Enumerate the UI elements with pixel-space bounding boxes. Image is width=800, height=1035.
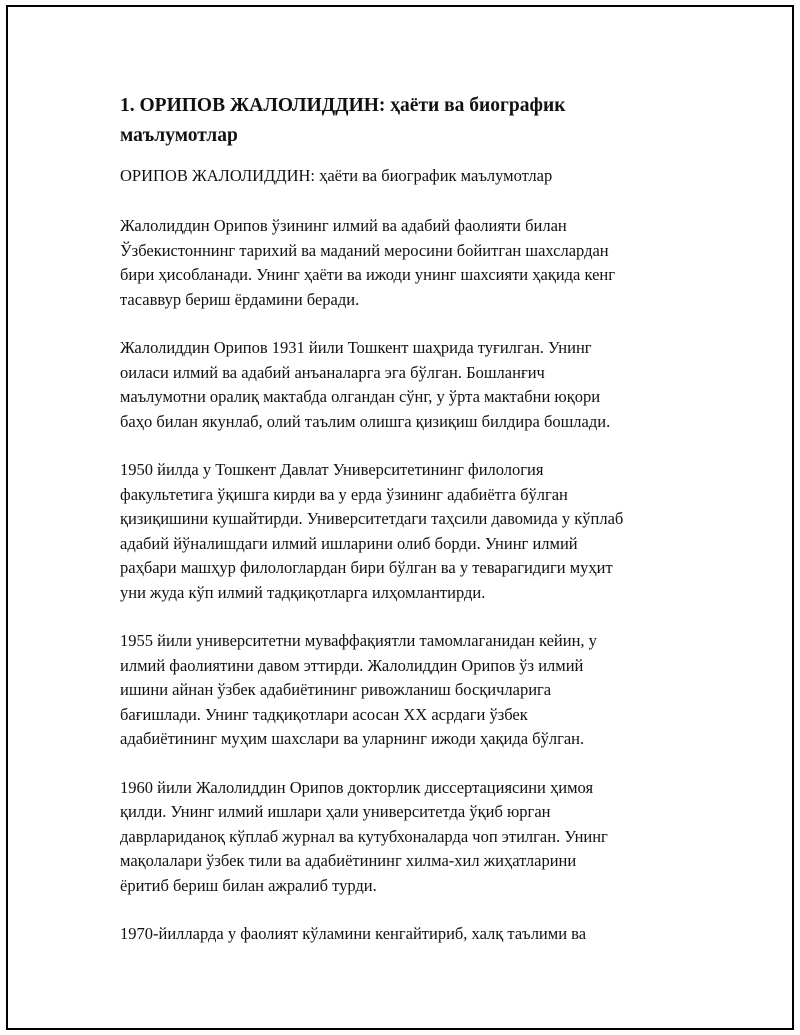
paragraph-line: уни жуда кўп илмий тадқиқотларга илҳомлантирди. [120, 582, 486, 602]
paragraph-line: ёритиб бериш билан ажралиб турди. [120, 875, 377, 895]
paragraph-4 [120, 629, 692, 752]
paragraph-line: 1950 йилда у Тошкент Давлат Университетининг филология [120, 460, 544, 479]
paragraph-line: Жалолиддин Орипов 1931 йили Тошкент шаҳрида туғилган. Унинг [120, 338, 592, 357]
paragraph-6 [120, 922, 692, 947]
paragraph-line: қилди. Унинг илмий ишлари ҳали университетда ўқиб юрган [120, 802, 551, 821]
paragraph-line: раҳбари машҳур филологлардан бири бўлган ва у теварагидиги муҳит [120, 558, 613, 577]
paragraph-line: 1970-йилларда у фаолият кўламини кенгайтириб, халқ таълими ва [120, 924, 587, 943]
paragraph-line: оиласи илмий ва адабий анъаналарга эга бўлган. Бошланғич [120, 362, 545, 382]
paragraph-line: маълумотни оралиқ мактабда олгандан сўнг, у ўрта мактабни юқори [120, 387, 601, 406]
paragraph-line: даврлариданоқ кўплаб журнал ва кутубхоналарда чоп этилган. Унинг [120, 826, 608, 846]
document-content [120, 91, 692, 971]
document-page [6, 5, 794, 1030]
paragraph-line: қизиқишини кушайтирди. Университетдаги таҳсили давомида у кўплаб [120, 509, 624, 528]
paragraph-line: адабий йўналишдаги илмий ишларини олиб борди. Унинг илмий [120, 533, 578, 553]
heading-line: маълумотлар [120, 125, 238, 146]
paragraph-line: факультетига ўқишга кирди ва у ерда ўзининг адабиётга бўлган [120, 484, 568, 504]
paragraph-line: мақолалари ўзбек тили ва адабиётининг хилма-хил жиҳатларини [120, 851, 577, 870]
heading-line: 1. ОРИПОВ ЖАЛОЛИДДИН: ҳаёти ва биографик [120, 95, 566, 116]
paragraph-1 [120, 214, 692, 312]
document-subheading: ОРИПОВ ЖАЛОЛИДДИН: ҳаёти ва биографик маълумотлар [120, 166, 553, 185]
paragraph-line: адабиётининг муҳим шахслари ва уларнинг ижоди ҳақида бўлган. [120, 729, 585, 748]
paragraph-line: баҳо билан якунлаб, олий таълим олишга қизиқиш билдира бошлади. [120, 411, 611, 431]
paragraph-line: 1955 йили университетни муваффақиятли тамомлаганидан кейин, у [120, 631, 597, 650]
paragraph-line: Жалолиддин Орипов ўзининг илмий ва адабий фаолияти билан [120, 216, 567, 235]
paragraph-line: тасаввур бериш ёрдамини беради. [120, 289, 360, 309]
paragraph-line: бири ҳисобланади. Унинг ҳаёти ва ижоди унинг шахсияти ҳақида кенг [120, 265, 616, 284]
paragraph-3 [120, 458, 692, 605]
document-heading [120, 91, 692, 151]
paragraph-2 [120, 336, 692, 434]
paragraph-line: илмий фаолиятини давом эттирди. Жалолиддин Орипов ўз илмий [120, 655, 584, 675]
paragraph-line: бағишлади. Унинг тадқиқотлари асосан XX асрдаги ўзбек [120, 704, 528, 724]
paragraph-line: 1960 йили Жалолиддин Орипов докторлик диссертациясини ҳимоя [120, 777, 594, 797]
paragraph-line: Ўзбекистоннинг тарихий ва маданий меросини бойитган шахслардан [120, 240, 609, 260]
paragraph-line: ишини айнан ўзбек адабиётининг ривожланиш босқичларига [120, 680, 552, 699]
paragraph-5 [120, 776, 692, 899]
